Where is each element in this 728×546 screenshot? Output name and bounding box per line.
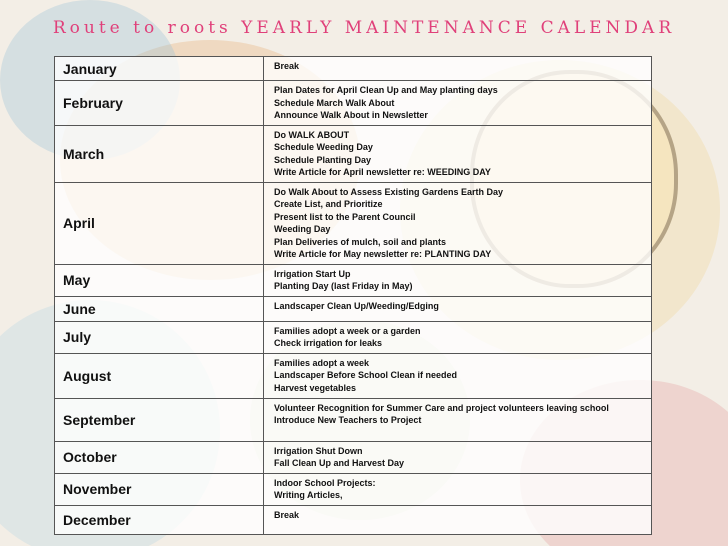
calendar-row	[55, 353, 652, 398]
tasks-cell	[264, 296, 652, 321]
calendar-row	[55, 57, 652, 81]
task-line: Volunteer Recognition for Summer Care and project volunteers leaving school	[274, 402, 609, 413]
task-line: Indoor School Projects:	[274, 477, 376, 488]
task-line: Write Article for May newsletter re: PLANTING DAY	[274, 249, 492, 259]
task-line: Landscaper Clean Up/Weeding/Edging	[274, 300, 439, 311]
calendar-row	[55, 505, 652, 534]
task-line: Fall Clean Up and Harvest Day	[274, 458, 405, 468]
calendar-row	[55, 264, 652, 296]
title-prefix: Route to roots	[52, 18, 232, 38]
month-cell: July	[55, 321, 264, 353]
tasks-cell	[264, 125, 652, 182]
task-line: Plan Deliveries of mulch, soil and plants	[274, 236, 447, 247]
task-line: Break	[274, 61, 300, 71]
task-line: Check irrigation for leaks	[274, 338, 383, 348]
task-line: Schedule Weeding Day	[274, 142, 373, 152]
task-line: Families adopt a week or a garden	[274, 325, 421, 336]
month-cell: January	[55, 57, 264, 81]
task-line: Plan Dates for April Clean Up and May planting days	[274, 85, 498, 95]
calendar-row	[55, 441, 652, 473]
task-line: Writing Articles,	[274, 490, 343, 500]
month-cell: May	[55, 264, 264, 296]
title-main: YEARLY MAINTENANCE CALENDAR	[241, 18, 676, 38]
tasks-cell	[264, 182, 652, 264]
page-title	[0, 18, 728, 38]
task-line: Schedule March Walk About	[274, 97, 395, 108]
month-cell: September	[55, 398, 264, 441]
month-cell: August	[55, 353, 264, 398]
task-line: Break	[274, 509, 300, 520]
task-line: Announce Walk About in Newsletter	[274, 110, 428, 120]
month-cell: April	[55, 182, 264, 264]
task-line: Harvest vegetables	[274, 382, 357, 393]
task-line: Schedule Planting Day	[274, 154, 372, 165]
task-line: Irrigation Shut Down	[274, 445, 363, 456]
tasks-cell	[264, 505, 652, 534]
calendar-row	[55, 296, 652, 321]
maintenance-calendar-table	[54, 56, 652, 535]
month-cell: November	[55, 473, 264, 505]
tasks-cell	[264, 81, 652, 126]
task-line: Present list to the Parent Council	[274, 211, 416, 222]
month-cell: March	[55, 125, 264, 182]
month-cell: October	[55, 441, 264, 473]
task-line: Irrigation Start Up	[274, 268, 351, 279]
tasks-cell	[264, 441, 652, 473]
calendar-row	[55, 182, 652, 264]
task-line: Create List, and Prioritize	[274, 199, 383, 209]
task-line: Families adopt a week	[274, 357, 370, 368]
calendar-row	[55, 321, 652, 353]
month-cell: February	[55, 81, 264, 126]
tasks-cell	[264, 321, 652, 353]
task-line: Introduce New Teachers to Project	[274, 415, 422, 425]
calendar-row	[55, 125, 652, 182]
calendar-row	[55, 81, 652, 126]
task-line: Write Article for April newsletter re: WEEDING DAY	[274, 167, 491, 177]
task-line: Do Walk About to Assess Existing Gardens Earth Day	[274, 186, 504, 197]
tasks-cell	[264, 473, 652, 505]
task-line: Weeding Day	[274, 224, 331, 234]
tasks-cell	[264, 353, 652, 398]
task-line: Planting Day (last Friday in May)	[274, 281, 413, 291]
month-cell: December	[55, 505, 264, 534]
calendar-row	[55, 473, 652, 505]
month-cell: June	[55, 296, 264, 321]
task-line: Do WALK ABOUT	[274, 129, 350, 140]
task-line: Landscaper Before School Clean if needed	[274, 370, 458, 380]
tasks-cell	[264, 398, 652, 441]
calendar-row	[55, 398, 652, 441]
tasks-cell	[264, 57, 652, 81]
tasks-cell	[264, 264, 652, 296]
